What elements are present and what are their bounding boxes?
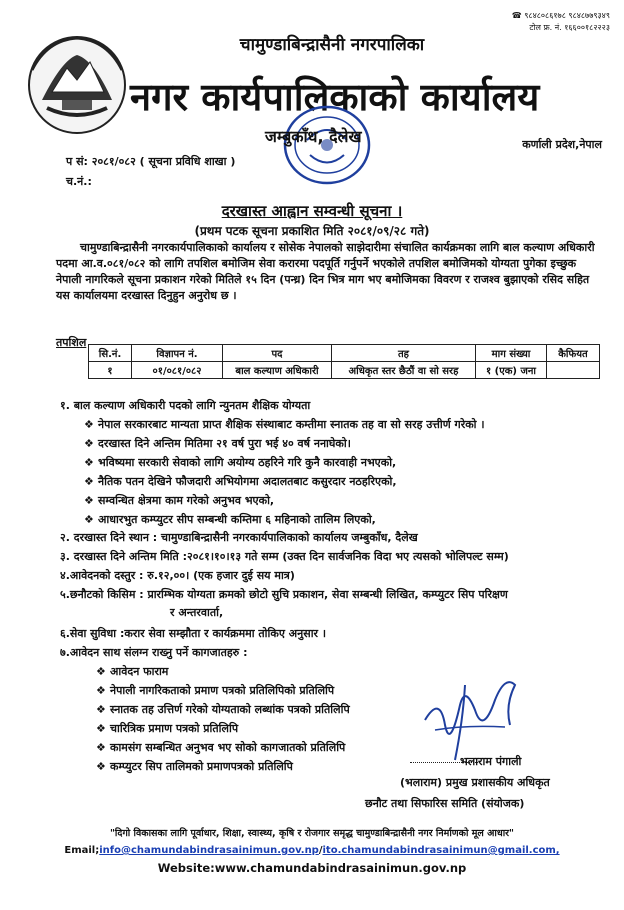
footer-website[interactable]: Website:www.chamundabindrasainimun.gov.np xyxy=(157,861,467,875)
diamond-bullet-icon: ❖ xyxy=(96,684,106,697)
table-cell: बाल कल्याण अधिकारी xyxy=(223,362,332,379)
office-place: जम्बुकाँध, दैलेख xyxy=(265,127,362,146)
table-header-cell: कैफियत xyxy=(547,345,600,362)
phone-number: ☎ ९८४८०८६१७८ ९८४८७७९३४९ xyxy=(511,11,610,20)
table-cell xyxy=(547,362,600,379)
section-5-selection: ५.छनौटको किसिम : प्रारम्भिक योग्यता क्रमको छोटो सुचि प्रकाशन, सेवा सम्बन्धी लिखित, कम्प्युटर सिप परिक्षण xyxy=(60,588,508,601)
diamond-bullet-icon: ❖ xyxy=(96,722,106,735)
list-item-text: आवेदन फाराम xyxy=(110,665,169,678)
list-item xyxy=(84,472,485,491)
diamond-bullet-icon: ❖ xyxy=(84,475,94,488)
vacancy-table xyxy=(88,344,600,379)
list-item-text: आधारभुत कम्प्युटर सीप सम्बन्धी कम्तिमा ६ महिनाको तालिम लिएको, xyxy=(98,513,376,526)
dispatch-number: च.नं.: xyxy=(66,175,92,188)
qualification-list xyxy=(84,415,485,529)
table-cell: १ (एक) जना xyxy=(476,362,547,379)
diamond-bullet-icon: ❖ xyxy=(84,418,94,431)
diamond-bullet-icon: ❖ xyxy=(84,456,94,469)
notice-title: दरखास्त आह्वान सम्वन्धी सूचना । xyxy=(221,202,403,220)
table-header-row xyxy=(89,345,600,362)
list-item xyxy=(96,662,350,681)
table-header-cell: सि.नं. xyxy=(89,345,132,362)
municipality-name: चामुण्डाबिन्द्रासैनी नगरपालिका xyxy=(239,35,425,55)
footer-motto: "दिगो विकासका लागि पूर्वाधार, शिक्षा, स्वास्थ्य, कृषि र रोजगार समृद्ध चामुण्डाबिन्द्रासैनी नगर निर्माणको मूल आधार" xyxy=(109,828,515,839)
list-item xyxy=(96,719,350,738)
diamond-bullet-icon: ❖ xyxy=(84,437,94,450)
toll-free-number: टोल फ्र. नं. १६६००१८२२२३ xyxy=(529,23,610,32)
list-item xyxy=(84,491,485,510)
list-item xyxy=(96,738,350,757)
table-row xyxy=(89,362,600,379)
list-item xyxy=(96,757,350,776)
list-item-text: सम्वन्धित क्षेत्रमा काम गरेको अनुभव भएको, xyxy=(98,494,275,507)
table-cell: १ xyxy=(89,362,132,379)
section-4-fee: ४.आवेदनको दस्तुर : रु.१२,००। (एक हजार दुई सय मात्र) xyxy=(60,569,295,582)
section-1-title: १. बाल कल्याण अधिकारी पदको लागि न्युनतम शैक्षिक योग्यता xyxy=(60,399,311,412)
table-header-cell: तह xyxy=(332,345,476,362)
signatory-title: (भलाराम) प्रमुख प्रशासकीय अधिकृत xyxy=(400,776,550,789)
list-item-text: चारित्रिक प्रमाण पत्रको प्रतिलिपि xyxy=(110,722,239,735)
email-label: Email; xyxy=(64,845,100,856)
list-item xyxy=(84,415,485,434)
list-item xyxy=(84,434,485,453)
reference-number: प सं: २०८१/०८२ ( सूचना प्रविधि शाखा ) xyxy=(66,155,236,168)
notice-subtitle: (प्रथम पटक सूचना प्रकाशित मिति २०८१/०९/२८ गते) xyxy=(194,224,430,238)
diamond-bullet-icon: ❖ xyxy=(96,665,106,678)
list-item-text: नेपाली नागरिकताको प्रमाण पत्रको प्रतिलिपिको प्रतिलिपि xyxy=(110,684,335,697)
committee-label: छनौट तथा सिफारिस समिति (संयोजक) xyxy=(365,797,525,810)
email-link-info[interactable]: info@chamundabindrasainimun.gov.np xyxy=(99,845,319,856)
list-item-text: कम्प्युटर सिप तालिमको प्रमाणपत्रको प्रतिलिपि xyxy=(110,760,293,773)
notice-body: चामुण्डाबिन्द्रासैनी नगरकार्यपालिकाको कार्यालय र सोसेक नेपालको साझेदारीमा संचालित कार्यक्रमका लागि बाल कल्याण अधिकारी पदमा आ.व.०८१/०८२ को लागि तपशिल बमोजिम सेवा करारमा पदपूर्ति गर्नुपर्ने भएकोले तपशिल बमोजिमको योग्यता पुगेका इच्छुक नेपाली नागरिकले सूचना प्रकाशन गरेको मितिले १५ दिन (पन्ध्र) दिन भित्र माग भए बमोजिमका विवरण र राजश्व बुझाएको रसिद सहित यस कार्यालयमा दरखास्त दिनुहुन अनुरोध छ । xyxy=(56,241,595,302)
section-3-deadline: ३. दरखास्त दिने अन्तिम मिति :२०८१।१०।१३ गते सम्म (उक्त दिन सार्वजनिक विदा भए त्यसको भोलिपल्ट सम्म) xyxy=(60,550,509,563)
table-header-cell: माग संख्या xyxy=(476,345,547,362)
diamond-bullet-icon: ❖ xyxy=(96,703,106,716)
details-label: तपशिल xyxy=(56,336,87,349)
list-item-text: भविष्यमा सरकारी सेवाको लागि अयोग्य ठहरिने गरि कुनै कारवाही नभएको, xyxy=(98,456,397,469)
table-cell: अधिकृत स्तर छैठौं वा सो सरह xyxy=(332,362,476,379)
list-item-text: स्नातक तह उत्तिर्ण गरेको योग्यताको लब्धांक पत्रको प्रतिलिपि xyxy=(110,703,350,716)
documents-list xyxy=(96,662,350,776)
office-heading: नगर कार्यपालिकाको कार्यालय xyxy=(130,75,540,119)
table-header-cell: पद xyxy=(223,345,332,362)
list-item-text: कामसंग सम्बन्धित अनुभव भए सोको कागजातको प्रतिलिपि xyxy=(110,741,346,754)
section-7-title: ७.आवेदन साथ संलग्न राख्नु पर्ने कागजातहरु : xyxy=(60,646,248,659)
phone-block xyxy=(512,10,610,34)
list-item xyxy=(96,700,350,719)
list-item xyxy=(96,681,350,700)
table-cell: ०१/०८१/०८२ xyxy=(132,362,223,379)
list-item-text: नेपाल सरकारबाट मान्यता प्राप्त शैक्षिक संस्थाबाट कम्तीमा स्नातक तह वा सो सरह उत्तीर्ण गरेको । xyxy=(98,418,485,431)
section-2-place: २. दरखास्त दिने स्थान : चामुण्डाबिन्द्रासैनी नगरकार्यपालिकाको कार्यालय जम्बुकाँध, दैलेख xyxy=(60,531,418,544)
signatory-name: भलाराम पंगाली xyxy=(460,755,522,768)
table-header-cell: विज्ञापन नं. xyxy=(132,345,223,362)
list-item xyxy=(84,510,485,529)
section-5-selection-cont: र अन्तरवार्ता, xyxy=(170,606,224,619)
province-label: कर्णाली प्रदेश,नेपाल xyxy=(522,138,602,151)
email-link-ito[interactable]: ito.chamundabindrasainimun@gmail.com, xyxy=(322,845,560,856)
list-item-text: नैतिक पतन देखिने फौजदारी अभियोगमा अदालतबाट कसुरदार नठहरिएको, xyxy=(98,475,397,488)
diamond-bullet-icon: ❖ xyxy=(84,513,94,526)
section-6-facility: ६.सेवा सुविधा :करार सेवा सम्झौता र कार्यक्रममा तोकिए अनुसार । xyxy=(60,627,327,640)
list-item xyxy=(84,453,485,472)
diamond-bullet-icon: ❖ xyxy=(84,494,94,507)
list-item-text: दरखास्त दिने अन्तिम मितिमा २१ वर्ष पुरा भई ४० वर्ष ननाघेको। xyxy=(98,437,351,450)
diamond-bullet-icon: ❖ xyxy=(96,760,106,773)
diamond-bullet-icon: ❖ xyxy=(96,741,106,754)
email-separator: / xyxy=(318,845,323,856)
footer-emails xyxy=(0,845,624,856)
